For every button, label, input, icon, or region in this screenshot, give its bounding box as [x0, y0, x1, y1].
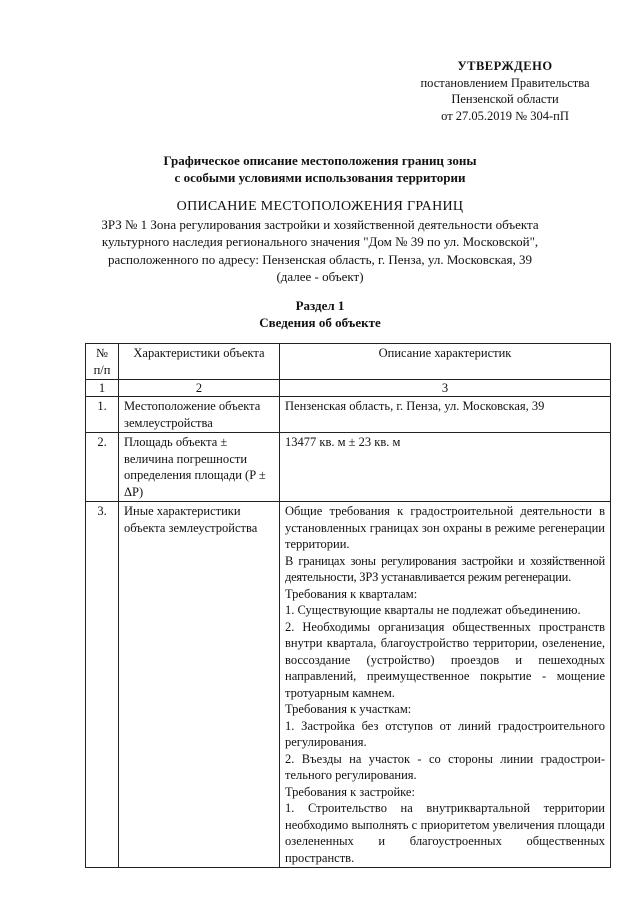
- table-row: [86, 433, 611, 502]
- row-characteristic: Местоположение объекта землеустройства: [119, 397, 280, 433]
- row-characteristic: Площадь объекта ± величина погрешности определения площади (P ± ΔP): [119, 433, 280, 502]
- header-num: № п/п: [86, 344, 119, 380]
- index-cell-2: 2: [119, 380, 280, 397]
- approval-line-2: Пензенской области: [451, 92, 559, 106]
- table-row: [86, 397, 611, 433]
- table-header-row: [86, 344, 611, 380]
- index-cell-3: 3: [280, 380, 611, 397]
- approval-line-3: от 27.05.2019 № 304-пП: [441, 108, 569, 123]
- header-characteristic: Характеристики объекта: [119, 344, 280, 380]
- requirement-paragraph: Требования к кварталам:: [285, 586, 418, 601]
- row-num: 1.: [86, 397, 119, 433]
- section-title: Раздел 1: [295, 298, 345, 313]
- object-info-table: [85, 343, 611, 868]
- requirement-paragraph: 1. Существующие кварталы не подлежат объединению.: [285, 603, 581, 617]
- section-subtitle: Сведения об объекте: [259, 315, 381, 330]
- index-cell-1: 1: [86, 380, 119, 397]
- requirement-paragraph: 1. Строительство на внутриквартальной территории необходимо выполнять с приоритетом увеличения площади озелененных и благоустроенных общественных пространств.: [285, 801, 605, 865]
- graphic-heading-line-1: Графическое описание местоположения границ зоны: [163, 153, 477, 168]
- requirement-paragraph: Общие требования к градостроительной деятельности в установленных границах зон охраны в режиме регенерации территории.: [285, 504, 605, 551]
- row-num: 3.: [86, 502, 119, 868]
- approval-block: [405, 58, 605, 124]
- requirement-paragraph: Требования к участкам:: [285, 702, 412, 716]
- desc-title: ОПИСАНИЕ МЕСТОПОЛОЖЕНИЯ ГРАНИЦ: [176, 199, 464, 214]
- boundary-description-heading: [0, 198, 640, 286]
- row-description: Пензенская область, г. Пенза, ул. Московская, 39: [280, 397, 611, 433]
- row-description: [280, 502, 611, 868]
- table-index-row: [86, 380, 611, 397]
- graphic-heading-line-2: с особыми условиями использования территории: [174, 170, 466, 185]
- graphic-description-heading: [0, 152, 640, 186]
- requirement-paragraph: В границах зоны регулирования застройки и хозяйственной деятельности, ЗРЗ устанавливается режим регенерации.: [285, 553, 605, 584]
- approval-title: УТВЕРЖДЕНО: [457, 59, 553, 73]
- table-row: [86, 502, 611, 868]
- row-characteristic: Иные характеристики объекта землеустройства: [119, 502, 280, 868]
- desc-line-1: ЗРЗ № 1 Зона регулирования застройки и хозяйственной деятельности объекта: [101, 216, 539, 232]
- requirement-paragraph: 1. Застройка без отступов от линий градостроительного регулирования.: [285, 718, 605, 749]
- desc-line-4: (далее - объект): [276, 269, 364, 284]
- section-heading: [0, 297, 640, 331]
- header-description: Описание характеристик: [280, 344, 611, 380]
- requirement-paragraph: 2. Въезды на участок - со стороны линии градострои-тельного регулирования.: [285, 751, 605, 782]
- approval-line-1: постановлением Правительства: [420, 75, 590, 90]
- row-description: 13477 кв. м ± 23 кв. м: [280, 433, 611, 502]
- desc-line-2: культурного наследия регионального значения "Дом № 39 по ул. Московской",: [101, 234, 539, 249]
- row-num: 2.: [86, 433, 119, 502]
- desc-line-3: расположенного по адресу: Пензенская область, г. Пенза, ул. Московская, 39: [108, 251, 532, 267]
- requirement-paragraph: Требования к застройке:: [285, 784, 415, 799]
- requirement-paragraph: 2. Необходимы организация общественных пространств внутри квартала, благоустройство территории, озеленение, воссоздание (устройство) проездов и пешеходных направлений, преимущественное покрытие - мощение тротуарным камнем.: [285, 619, 605, 700]
